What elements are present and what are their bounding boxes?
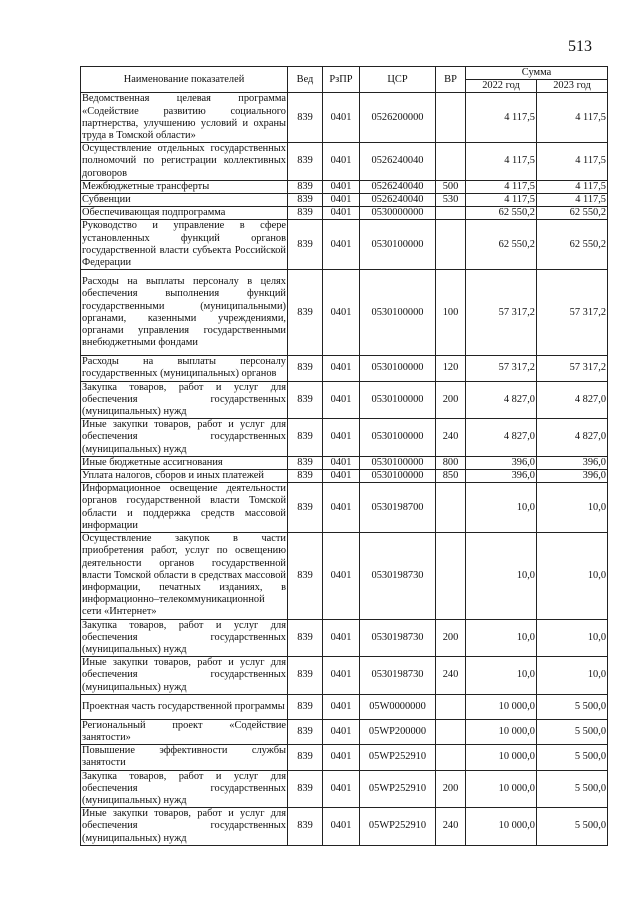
- row-vr: 240: [436, 419, 466, 457]
- header-rzpr: РзПР: [323, 67, 360, 93]
- row-sum-2023: 57 317,2: [537, 356, 608, 381]
- row-ved: 839: [288, 180, 323, 193]
- row-name: Закупка товаров, работ и услуг для обеспечения государственных (муниципальных) нужд: [82, 619, 286, 655]
- row-sum-2022: 10,0: [466, 619, 537, 657]
- row-rzpr: 0401: [323, 220, 360, 270]
- row-ved: 839: [288, 356, 323, 381]
- row-sum-2022: 10 000,0: [466, 808, 537, 846]
- row-csr: 0530198730: [360, 657, 436, 695]
- row-sum-2022: 10 000,0: [466, 694, 537, 719]
- table-row: [81, 694, 608, 719]
- row-vr: 800: [436, 456, 466, 469]
- row-sum-2023: 10,0: [537, 483, 608, 533]
- row-rzpr: 0401: [323, 470, 360, 483]
- row-ved: 839: [288, 770, 323, 808]
- row-sum-2022: 57 317,2: [466, 356, 537, 381]
- row-sum-2022: 396,0: [466, 470, 537, 483]
- row-rzpr: 0401: [323, 808, 360, 846]
- row-name: Повышение эффективности службы занятости: [82, 745, 286, 769]
- row-ved: 839: [288, 745, 323, 770]
- row-rzpr: 0401: [323, 270, 360, 356]
- row-vr: [436, 143, 466, 181]
- row-ved: 839: [288, 470, 323, 483]
- row-sum-2023: 4 117,5: [537, 143, 608, 181]
- row-vr: [436, 93, 466, 143]
- row-vr: [436, 533, 466, 619]
- row-ved: 839: [288, 483, 323, 533]
- table-row: [81, 470, 608, 483]
- row-rzpr: 0401: [323, 207, 360, 220]
- row-csr: 05WP252910: [360, 745, 436, 770]
- row-ved: 839: [288, 657, 323, 695]
- row-name: Субвенции: [81, 194, 288, 207]
- row-sum-2022: 4 827,0: [466, 419, 537, 457]
- row-sum-2023: 62 550,2: [537, 207, 608, 220]
- row-name: Закупка товаров, работ и услуг для обеспечения государственных (муниципальных) нужд: [82, 381, 286, 418]
- header-year-2023: 2023 год: [537, 80, 608, 93]
- table-row: [81, 745, 608, 770]
- row-name: Расходы на выплаты персоналу в целях обеспечения выполнения функций государственными (муниципальными) органами, казенными учреждениями, органами управления государственными внебюджетными фондами: [81, 270, 288, 356]
- row-sum-2022: 396,0: [466, 456, 537, 469]
- row-csr: 0530198730: [360, 619, 436, 657]
- row-csr: 05WP252910: [360, 770, 436, 808]
- row-csr: 0530100000: [360, 381, 436, 419]
- row-sum-2023: 5 500,0: [537, 770, 608, 808]
- row-sum-2023: 396,0: [537, 470, 608, 483]
- row-name: Проектная часть государственной программы: [81, 694, 288, 719]
- row-sum-2022: 4 117,5: [466, 93, 537, 143]
- row-csr: 0526240040: [360, 143, 436, 181]
- table-row: [81, 220, 608, 270]
- row-sum-2023: 4 827,0: [537, 381, 608, 419]
- table-row: [81, 207, 608, 220]
- row-name: Уплата налогов, сборов и иных платежей: [81, 470, 288, 483]
- row-sum-2022: 4 117,5: [466, 194, 537, 207]
- row-sum-2023: 4 827,0: [537, 419, 608, 457]
- row-name: Региональный проект «Содействие занятости»: [82, 719, 286, 743]
- row-vr: 530: [436, 194, 466, 207]
- header-vr: ВР: [436, 67, 466, 93]
- row-name: Ведомственная целевая программа «Содействие развитию социального партнерства, улучшению условий и охраны труда в Томской области»: [82, 93, 286, 142]
- row-csr: 05WP252910: [360, 808, 436, 846]
- row-csr: 0530000000: [360, 207, 436, 220]
- row-ved: 839: [288, 456, 323, 469]
- row-rzpr: 0401: [323, 770, 360, 808]
- row-vr: [436, 220, 466, 270]
- table-row: [81, 381, 608, 419]
- table-row: [81, 194, 608, 207]
- row-ved: 839: [288, 533, 323, 619]
- row-ved: 839: [288, 207, 323, 220]
- row-csr: 0530100000: [360, 270, 436, 356]
- row-sum-2023: 5 500,0: [537, 745, 608, 770]
- row-vr: 240: [436, 808, 466, 846]
- row-vr: 240: [436, 657, 466, 695]
- row-ved: 839: [288, 419, 323, 457]
- row-rzpr: 0401: [323, 419, 360, 457]
- row-sum-2022: 10,0: [466, 657, 537, 695]
- table-row: [81, 456, 608, 469]
- table-row: [81, 270, 608, 356]
- header-csr: ЦСР: [360, 67, 436, 93]
- row-rzpr: 0401: [323, 180, 360, 193]
- row-sum-2023: 10,0: [537, 533, 608, 619]
- table-row: [81, 180, 608, 193]
- table-row: [81, 533, 608, 619]
- table-row: [81, 657, 608, 695]
- row-csr: 0530100000: [360, 356, 436, 381]
- row-ved: 839: [288, 93, 323, 143]
- row-name: Осуществление закупок в части приобретения работ, услуг по освещению деятельности органов государственной власти Томской области в средствах массовой информации, печатных изданиях, в информационно–телекоммуникационной сети «Интернет»: [82, 533, 286, 618]
- row-csr: 0530198730: [360, 533, 436, 619]
- header-name: Наименование показателей: [81, 67, 288, 93]
- row-name: Осуществление отдельных государственных полномочий по регистрации коллективных договоров: [82, 143, 286, 179]
- row-rzpr: 0401: [323, 194, 360, 207]
- table-row: [81, 93, 608, 143]
- row-sum-2023: 4 117,5: [537, 194, 608, 207]
- row-name: Информационное освещение деятельности органов государственной власти Томской области и поддержка средств массовой информации: [82, 483, 286, 531]
- row-ved: 839: [288, 143, 323, 181]
- row-rzpr: 0401: [323, 381, 360, 419]
- table-row: [81, 719, 608, 744]
- row-ved: 839: [288, 381, 323, 419]
- row-name: Иные закупки товаров, работ и услуг для обеспечения государственных (муниципальных) нужд: [82, 419, 286, 455]
- row-csr: 0526240040: [360, 194, 436, 207]
- row-sum-2022: 10 000,0: [466, 770, 537, 808]
- row-sum-2023: 5 500,0: [537, 808, 608, 846]
- row-name: Расходы на выплаты персоналу государственных (муниципальных) органов: [82, 356, 286, 380]
- row-rzpr: 0401: [323, 619, 360, 657]
- row-sum-2022: 10,0: [466, 533, 537, 619]
- header-ved: Вед: [288, 67, 323, 93]
- row-sum-2022: 10 000,0: [466, 745, 537, 770]
- row-rzpr: 0401: [323, 356, 360, 381]
- row-rzpr: 0401: [323, 745, 360, 770]
- row-name: Руководство и управление в сфере установленных функций органов государственной власти субъекта Российской Федерации: [82, 220, 286, 269]
- row-csr: 0530100000: [360, 220, 436, 270]
- row-sum-2022: 62 550,2: [466, 207, 537, 220]
- row-vr: 100: [436, 270, 466, 356]
- table-row: [81, 483, 608, 533]
- row-sum-2023: 5 500,0: [537, 719, 608, 744]
- row-sum-2023: 4 117,5: [537, 180, 608, 193]
- row-sum-2023: 396,0: [537, 456, 608, 469]
- row-vr: 500: [436, 180, 466, 193]
- row-sum-2022: 62 550,2: [466, 220, 537, 270]
- table-row: [81, 808, 608, 846]
- row-sum-2022: 10,0: [466, 483, 537, 533]
- row-sum-2023: 62 550,2: [537, 220, 608, 270]
- row-rzpr: 0401: [323, 93, 360, 143]
- row-csr: 05WP200000: [360, 719, 436, 744]
- row-csr: 0526200000: [360, 93, 436, 143]
- row-sum-2022: 4 117,5: [466, 143, 537, 181]
- row-ved: 839: [288, 270, 323, 356]
- row-rzpr: 0401: [323, 657, 360, 695]
- row-ved: 839: [288, 619, 323, 657]
- table-row: [81, 143, 608, 181]
- table-row: [81, 619, 608, 657]
- row-name: Закупка товаров, работ и услуг для обеспечения государственных (муниципальных) нужд: [82, 770, 286, 806]
- row-name: Иные закупки товаров, работ и услуг для обеспечения государственных (муниципальных) нужд: [82, 657, 286, 693]
- header-sum: Сумма: [466, 67, 608, 80]
- table-body: [81, 93, 608, 845]
- row-vr: [436, 207, 466, 220]
- table-row: [81, 419, 608, 457]
- row-vr: 850: [436, 470, 466, 483]
- row-rzpr: 0401: [323, 483, 360, 533]
- row-vr: 120: [436, 356, 466, 381]
- budget-table: [80, 66, 608, 846]
- row-vr: 200: [436, 381, 466, 419]
- row-sum-2023: 4 117,5: [537, 93, 608, 143]
- row-csr: 0530100000: [360, 456, 436, 469]
- row-vr: [436, 745, 466, 770]
- row-sum-2023: 5 500,0: [537, 694, 608, 719]
- row-ved: 839: [288, 194, 323, 207]
- row-csr: 0530100000: [360, 419, 436, 457]
- row-vr: [436, 719, 466, 744]
- row-name: Межбюджетные трансферты: [81, 180, 288, 193]
- row-vr: 200: [436, 770, 466, 808]
- row-rzpr: 0401: [323, 456, 360, 469]
- row-vr: 200: [436, 619, 466, 657]
- row-csr: 0530100000: [360, 470, 436, 483]
- row-name: Иные закупки товаров, работ и услуг для обеспечения государственных (муниципальных) нужд: [82, 808, 286, 844]
- row-csr: 0530198700: [360, 483, 436, 533]
- row-csr: 05W0000000: [360, 694, 436, 719]
- row-ved: 839: [288, 694, 323, 719]
- row-sum-2023: 10,0: [537, 657, 608, 695]
- row-vr: [436, 694, 466, 719]
- row-sum-2022: 4 117,5: [466, 180, 537, 193]
- row-rzpr: 0401: [323, 533, 360, 619]
- row-sum-2022: 4 827,0: [466, 381, 537, 419]
- row-ved: 839: [288, 220, 323, 270]
- table-row: [81, 356, 608, 381]
- row-csr: 0526240040: [360, 180, 436, 193]
- row-sum-2022: 57 317,2: [466, 270, 537, 356]
- table-row: [81, 770, 608, 808]
- row-vr: [436, 483, 466, 533]
- row-ved: 839: [288, 808, 323, 846]
- row-sum-2023: 10,0: [537, 619, 608, 657]
- header-year-2022: 2022 год: [466, 80, 537, 93]
- row-sum-2023: 57 317,2: [537, 270, 608, 356]
- row-rzpr: 0401: [323, 694, 360, 719]
- row-name: Обеспечивающая подпрограмма: [81, 207, 288, 220]
- row-name: Иные бюджетные ассигнования: [81, 456, 288, 469]
- row-ved: 839: [288, 719, 323, 744]
- row-sum-2022: 10 000,0: [466, 719, 537, 744]
- row-rzpr: 0401: [323, 719, 360, 744]
- row-rzpr: 0401: [323, 143, 360, 181]
- page-number: 513: [568, 38, 592, 55]
